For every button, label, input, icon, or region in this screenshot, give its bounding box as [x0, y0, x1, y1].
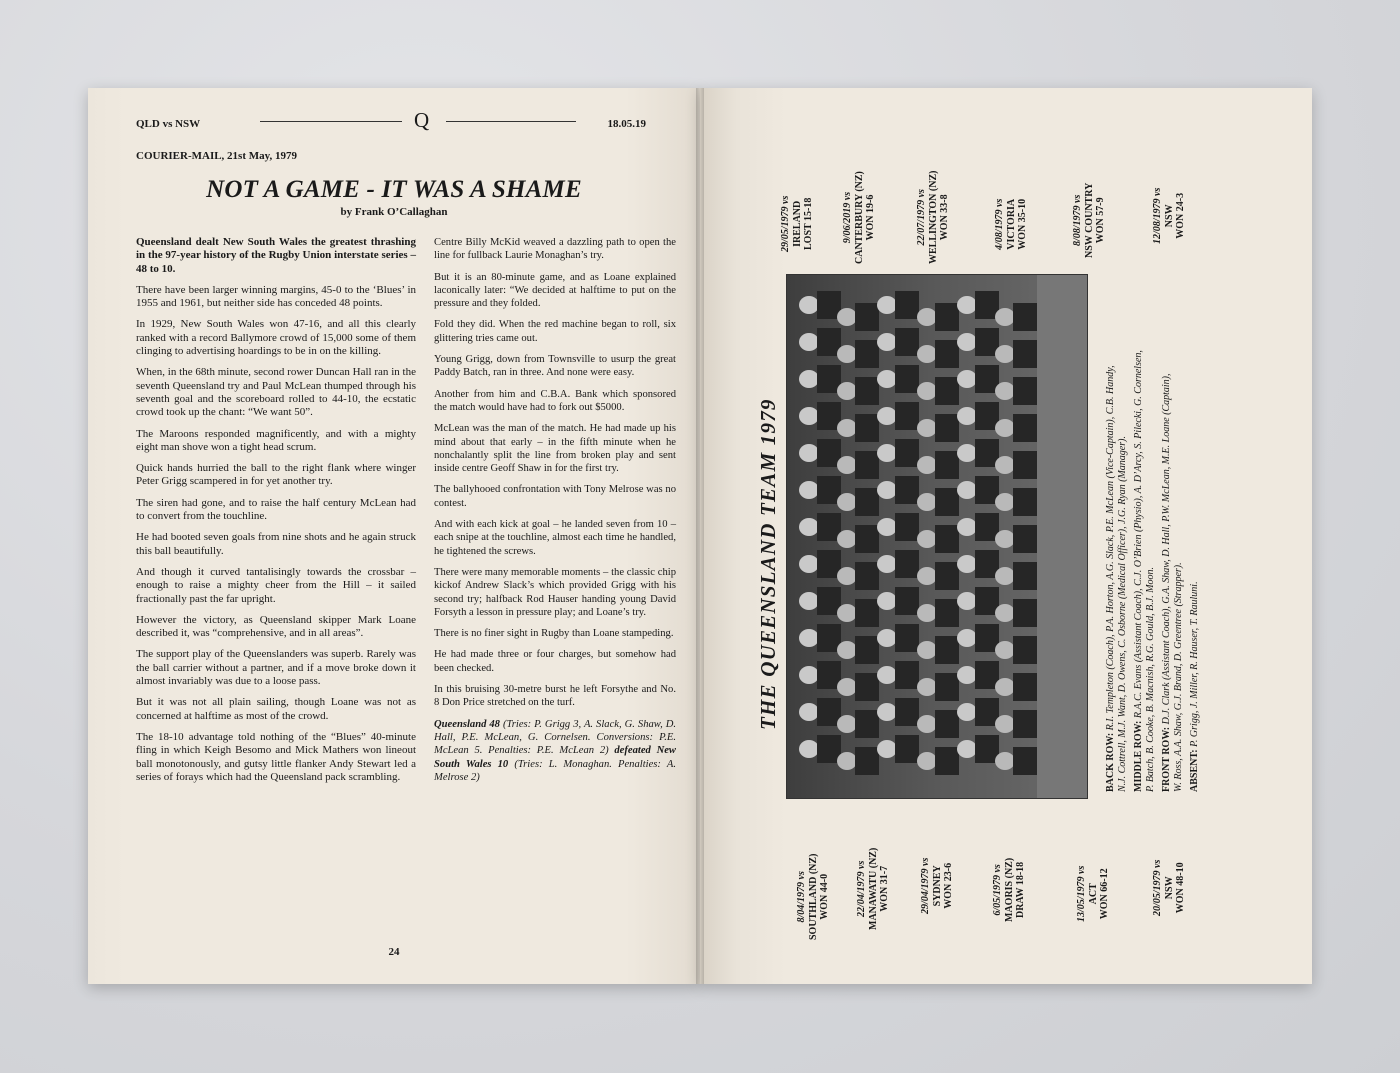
- player-silhouette: [799, 629, 819, 647]
- paragraph: When, in the 68th minute, second rower Duncan Hall ran in the seventh Queensland try and Paul McLean thumped through his seventh goal and the scoreboard rolled to 44-10, the ecstatic crowd took up the chant: “We want 50”.: [136, 366, 416, 419]
- fixture-date: 12/08/1979 vs: [1152, 187, 1163, 244]
- player-jersey: [855, 710, 879, 738]
- player-silhouette: [995, 530, 1015, 548]
- player-jersey: [935, 599, 959, 627]
- player-silhouette: [995, 678, 1015, 696]
- player-jersey: [935, 636, 959, 664]
- player-silhouette: [799, 666, 819, 684]
- player-jersey: [895, 476, 919, 504]
- fixture-bottom-1: [796, 854, 831, 940]
- player-jersey: [855, 599, 879, 627]
- player-silhouette: [917, 345, 937, 363]
- article-headline: NOT A GAME - IT WAS A SHAME: [206, 176, 582, 203]
- fixture-date: 6/05/1979 vs: [992, 864, 1003, 916]
- player-silhouette: [917, 419, 937, 437]
- fixture-top-4: [994, 199, 1029, 250]
- player-jersey: [935, 303, 959, 331]
- player-jersey: [895, 735, 919, 763]
- player-jersey: [855, 673, 879, 701]
- paragraph: He had made three or four charges, but somehow had been checked.: [434, 649, 676, 674]
- player-silhouette: [957, 481, 977, 499]
- player-silhouette: [917, 641, 937, 659]
- caption-text: R.A.C. Evans (Assistant Coach), C.J. O’Brien (Physio), A. D’Arcy, S. Pilecki, G. Cornelsen,: [1133, 350, 1144, 721]
- player-silhouette: [917, 456, 937, 474]
- player-jersey: [1013, 636, 1037, 664]
- match-result: [434, 718, 676, 784]
- player-jersey: [1013, 673, 1037, 701]
- player-jersey: [935, 562, 959, 590]
- player-silhouette: [837, 641, 857, 659]
- player-jersey: [935, 747, 959, 775]
- player-jersey: [935, 673, 959, 701]
- player-silhouette: [877, 703, 897, 721]
- player-silhouette: [877, 481, 897, 499]
- player-silhouette: [917, 567, 937, 585]
- player-silhouette: [837, 604, 857, 622]
- caption-text: N.J. Cottrell, M.J. Want, D. Owens, C. Osborne (Medical Officer), J.G. Ryan (Manager).: [1117, 436, 1128, 792]
- player-jersey: [855, 377, 879, 405]
- fixture-result: LOST 15-18: [803, 197, 814, 250]
- article-column-1: [136, 236, 416, 792]
- player-silhouette: [837, 678, 857, 696]
- player-jersey: [1013, 377, 1037, 405]
- caption-label: MIDDLE ROW:: [1133, 720, 1144, 792]
- player-silhouette: [957, 370, 977, 388]
- header-logo: Q: [414, 108, 430, 132]
- fixture-date: 13/05/1979 vs: [1076, 865, 1087, 922]
- paragraph: But it is an 80-minute game, and as Loane explained laconically later: “We decided at halftime to put on the pressure and they folded.: [434, 271, 676, 310]
- caption-label: ABSENT:: [1189, 749, 1200, 792]
- paragraph: Another from him and C.B.A. Bank which sponsored the match would have had to fork out $5000.: [434, 388, 676, 413]
- player-silhouette: [957, 444, 977, 462]
- player-silhouette: [799, 481, 819, 499]
- fixture-result: WON 66-12: [1099, 868, 1110, 920]
- player-jersey: [855, 636, 879, 664]
- fixture-date: 22/04/1979 vs: [856, 860, 867, 918]
- player-silhouette: [837, 345, 857, 363]
- paragraph: There have been larger winning margins, 45-0 to the ‘Blues’ in 1955 and 1961, but neither side has conceded 48 points.: [136, 283, 416, 310]
- fixture-date: 29/04/1979 vs: [920, 857, 931, 914]
- fixture-result: WON 33-8: [939, 194, 950, 241]
- header-date: 18.05.19: [607, 118, 646, 130]
- fixture-opponent: ACT: [1087, 883, 1099, 905]
- paragraph: However the victory, as Queensland skipper Mark Loane described it, was “comprehensive, and in all areas”.: [136, 613, 416, 640]
- caption-text: D.J. Clark (Assistant Coach), G.A. Shaw, D. Hall, P.W. McLean, M.E. Loane (Captain),: [1161, 373, 1172, 727]
- paragraph: The ballyhooed confrontation with Tony Melrose was no contest.: [434, 484, 676, 509]
- fixture-result: WON 31-7: [879, 865, 890, 912]
- player-silhouette: [995, 641, 1015, 659]
- paragraph: And though it curved tantalisingly towards the crossbar – enough to raise a mighty cheer from the Hill – it sailed fractionally past the far upright.: [136, 565, 416, 605]
- fixture-top-1: [780, 196, 815, 252]
- caption-front-row: [1161, 350, 1173, 792]
- player-silhouette: [957, 592, 977, 610]
- fixture-result: WON 24-3: [1175, 192, 1186, 239]
- result-loser: defeated New South Wales 10: [434, 745, 676, 770]
- caption-text: P. Batch, B. Cooke, B. Macnish, R.G. Gould, B.J. Moon.: [1145, 566, 1156, 792]
- header-rule-left: [260, 121, 402, 122]
- fixture-result: DRAW 18-18: [1015, 861, 1026, 919]
- source-line: COURIER-MAIL, 21st May, 1979: [136, 150, 298, 162]
- player-jersey: [935, 377, 959, 405]
- paragraph: The siren had gone, and to raise the half century McLean had to convert from the touchline.: [136, 496, 416, 523]
- player-silhouette: [957, 333, 977, 351]
- lead-paragraph: Queensland dealt New South Wales the greatest thrashing in the 97-year history of the Rugby Union interstate series – 48 to 10.: [136, 236, 416, 275]
- player-jersey: [935, 340, 959, 368]
- player-jersey: [895, 661, 919, 689]
- player-silhouette: [837, 419, 857, 437]
- player-jersey: [935, 451, 959, 479]
- fixture-bottom-4: [992, 858, 1027, 922]
- fixture-opponent: VICTORIA: [1005, 198, 1017, 250]
- fixture-top-6: [1152, 188, 1187, 244]
- player-silhouette: [799, 703, 819, 721]
- player-jersey: [855, 414, 879, 442]
- fixture-result: WON 48-10: [1175, 862, 1186, 914]
- player-jersey: [895, 698, 919, 726]
- player-silhouette: [877, 555, 897, 573]
- player-silhouette: [877, 370, 897, 388]
- paragraph: The 18-10 advantage told nothing of the “Blues” 40-minute fling in which Keigh Besomo and Mick Mathers won lineout ball monotonously, and gutsy little flanker Andy Stewart led a series of forays which had the Queensland pack scrambling.: [136, 730, 416, 783]
- paragraph: The support play of the Queenslanders was superb. Rarely was the ball carrier without a partner, and if a move broke down it almost invariably was due to a loose pass.: [136, 648, 416, 688]
- player-jersey: [1013, 599, 1037, 627]
- team-photograph-icon: [787, 275, 1087, 798]
- player-silhouette: [957, 703, 977, 721]
- fixture-result: WON 35-10: [1017, 198, 1028, 250]
- paragraph: But it was not all plain sailing, though Loane was not as concerned at halftime as most of the crowd.: [136, 696, 416, 722]
- paragraph: The Maroons responded magnificently, and with a mighty eight man shove won a tight head scrum.: [136, 427, 416, 453]
- result-winner-details: (Tries: P. Grigg 3, A. Slack, G. Shaw, D. Hall, P.E. McLean, G. Cornelsen. Conversions: P.E. McLean 5. Penalties: P.E. McLean 2): [434, 718, 676, 757]
- player-silhouette: [877, 444, 897, 462]
- player-jersey: [855, 451, 879, 479]
- paragraph: In this bruising 30-metre burst he left Forsythe and No. 8 Don Price stretched on the turf.: [434, 684, 676, 709]
- paragraph: In 1929, New South Wales won 47-16, and all this clearly ranked with a record Ballymore crowd of 15,000 some of them clinging to advertising hoardings to be in on the killing.: [136, 318, 416, 358]
- player-silhouette: [837, 567, 857, 585]
- player-silhouette: [877, 518, 897, 536]
- paragraph: There were many memorable moments – the classic chip kickof Andrew Slack’s which provided Grigg with his second try; halfback Rod Hauser handing young David Forsyth a lesson in pressure play; and Loane’s try.: [434, 566, 676, 618]
- fixture-opponent: NSW COUNTRY: [1083, 182, 1095, 258]
- player-silhouette: [957, 407, 977, 425]
- fixture-opponent: SOUTHLAND (NZ): [807, 853, 819, 940]
- player-jersey: [895, 402, 919, 430]
- fixture-date: 4/08/1979 vs: [994, 198, 1005, 250]
- player-jersey: [855, 525, 879, 553]
- player-silhouette: [917, 678, 937, 696]
- player-silhouette: [917, 752, 937, 770]
- player-jersey: [895, 587, 919, 615]
- fixture-result: WON 23-6: [943, 862, 954, 909]
- player-silhouette: [877, 592, 897, 610]
- player-jersey: [855, 562, 879, 590]
- player-jersey: [935, 414, 959, 442]
- fixture-result: WON 44-0: [819, 873, 830, 920]
- player-silhouette: [799, 407, 819, 425]
- fixture-opponent: NSW: [1163, 204, 1175, 228]
- player-jersey: [1013, 562, 1037, 590]
- result-loser-details: (Tries: L. Monaghan. Penalties: A. Melrose 2): [434, 758, 676, 783]
- header-left: QLD vs NSW: [136, 118, 201, 130]
- player-silhouette: [995, 715, 1015, 733]
- player-silhouette: [995, 308, 1015, 326]
- fixture-opponent: IRELAND: [791, 200, 803, 247]
- fixture-bottom-6: [1152, 860, 1187, 916]
- player-silhouette: [957, 740, 977, 758]
- player-jersey: [895, 439, 919, 467]
- player-silhouette: [917, 604, 937, 622]
- player-jersey: [1013, 303, 1037, 331]
- fixture-bottom-2: [856, 848, 891, 930]
- player-silhouette: [877, 629, 897, 647]
- player-silhouette: [877, 296, 897, 314]
- fixture-opponent: NSW: [1163, 876, 1175, 900]
- fixture-opponent: SYDNEY: [931, 865, 943, 907]
- fixture-opponent: MAORIS (NZ): [1003, 857, 1015, 922]
- team-photograph: [786, 274, 1088, 799]
- player-jersey: [855, 340, 879, 368]
- player-silhouette: [957, 629, 977, 647]
- player-jersey: [1013, 414, 1037, 442]
- caption-absent: [1189, 350, 1201, 792]
- player-silhouette: [799, 592, 819, 610]
- fixture-date: 22/07/1979 vs: [916, 189, 927, 246]
- fixture-bottom-3: [920, 858, 955, 914]
- player-silhouette: [799, 444, 819, 462]
- paragraph: He had booted seven goals from nine shots and he again struck this ball beautifully.: [136, 531, 416, 557]
- player-silhouette: [995, 493, 1015, 511]
- player-silhouette: [995, 456, 1015, 474]
- fixture-bottom-5: [1076, 866, 1111, 922]
- fixture-date: 9/06/2019 vs: [842, 191, 853, 244]
- player-jersey: [855, 488, 879, 516]
- player-silhouette: [799, 518, 819, 536]
- fixture-result: WON 19-6: [865, 194, 876, 241]
- paragraph: Young Grigg, down from Townsville to usurp the great Paddy Batch, ran in three. And none were easy.: [434, 354, 676, 379]
- player-jersey: [1013, 525, 1037, 553]
- paragraph: Fold they did. When the red machine began to roll, six glittering tries came out.: [434, 319, 676, 344]
- player-jersey: [895, 624, 919, 652]
- header-rule-right: [446, 121, 576, 122]
- player-silhouette: [957, 518, 977, 536]
- paragraph: McLean was the man of the match. He had made up his mind about that early – in the fifth minute when he nonchalantly split the line from broken play and sent inside centre Geoff Shaw in for the first try.: [434, 423, 676, 475]
- player-silhouette: [837, 456, 857, 474]
- player-silhouette: [837, 715, 857, 733]
- fixture-top-5: [1072, 183, 1107, 258]
- fixture-opponent: CANTERBURY (NZ): [853, 171, 865, 264]
- player-silhouette: [995, 345, 1015, 363]
- caption-text: P. Grigg, J. Miller, R. Hauser, T. Rauluni.: [1189, 581, 1200, 750]
- paragraph: There is no finer sight in Rugby than Loane stampeding.: [434, 628, 674, 640]
- player-silhouette: [957, 296, 977, 314]
- player-silhouette: [837, 530, 857, 548]
- player-silhouette: [799, 740, 819, 758]
- player-silhouette: [799, 333, 819, 351]
- player-silhouette: [799, 370, 819, 388]
- player-jersey: [1013, 340, 1037, 368]
- player-jersey: [935, 488, 959, 516]
- player-silhouette: [995, 752, 1015, 770]
- fixture-result: WON 57-9: [1095, 197, 1106, 244]
- caption-label: FRONT ROW:: [1161, 726, 1172, 792]
- left-page: [88, 88, 700, 984]
- caption-text: R.I. Templeton (Coach), P.A. Horton, A.G. Slack, P.E. McLean (Vice-Captain), C.B. Handy,: [1105, 365, 1116, 733]
- player-jersey: [1013, 747, 1037, 775]
- player-jersey: [895, 365, 919, 393]
- player-jersey: [895, 328, 919, 356]
- player-silhouette: [957, 666, 977, 684]
- player-silhouette: [995, 382, 1015, 400]
- player-silhouette: [877, 333, 897, 351]
- player-jersey: [935, 710, 959, 738]
- player-jersey: [1013, 488, 1037, 516]
- fixture-date: 20/05/1979 vs: [1152, 859, 1163, 916]
- player-silhouette: [995, 567, 1015, 585]
- player-silhouette: [957, 555, 977, 573]
- fixture-opponent: WELLINGTON (NZ): [927, 170, 939, 264]
- player-jersey: [1013, 451, 1037, 479]
- article-byline: by Frank O’Callaghan: [340, 206, 448, 218]
- team-caption: [1105, 350, 1201, 792]
- paragraph: Centre Billy McKid weaved a dazzling path to open the line for fullback Laurie Monaghan’s try.: [434, 237, 676, 262]
- player-silhouette: [877, 407, 897, 425]
- player-silhouette: [917, 530, 937, 548]
- player-silhouette: [917, 493, 937, 511]
- page-number: 24: [388, 946, 400, 958]
- player-silhouette: [917, 308, 937, 326]
- caption-text: W. Ross, A.A. Shaw, G.J. Brand, D. Greentree (Strapper).: [1173, 562, 1184, 792]
- player-jersey: [1013, 710, 1037, 738]
- fixture-opponent: MANAWATU (NZ): [867, 847, 879, 930]
- player-silhouette: [877, 740, 897, 758]
- fixture-date: 8/04/1979 vs: [796, 871, 807, 923]
- player-jersey: [895, 291, 919, 319]
- article-column-2: [434, 236, 676, 792]
- paragraph: Quick hands hurried the ball to the right flank where winger Peter Grigg scampered in for yet another try.: [136, 462, 416, 488]
- player-silhouette: [917, 715, 937, 733]
- player-jersey: [855, 303, 879, 331]
- caption-back-row: [1105, 350, 1117, 792]
- player-silhouette: [877, 666, 897, 684]
- player-silhouette: [995, 419, 1015, 437]
- player-silhouette: [917, 382, 937, 400]
- player-jersey: [895, 513, 919, 541]
- fixture-date: 8/08/1979 vs: [1072, 194, 1083, 247]
- player-silhouette: [837, 493, 857, 511]
- player-jersey: [895, 550, 919, 578]
- right-page: [700, 88, 1312, 984]
- player-silhouette: [837, 752, 857, 770]
- caption-label: BACK ROW:: [1105, 732, 1116, 792]
- paragraph: And with each kick at goal – he landed seven from 10 – each snipe at the touchline, almost each time he handled, he tightened the screws.: [434, 519, 676, 557]
- player-silhouette: [995, 604, 1015, 622]
- player-silhouette: [837, 308, 857, 326]
- fixture-top-3: [916, 171, 951, 264]
- player-silhouette: [799, 296, 819, 314]
- player-silhouette: [837, 382, 857, 400]
- fixture-top-2: [842, 171, 877, 264]
- book-spine: [696, 88, 704, 984]
- team-title: THE QUEENSLAND TEAM 1979: [756, 398, 780, 730]
- player-jersey: [935, 525, 959, 553]
- player-silhouette: [799, 555, 819, 573]
- player-jersey: [855, 747, 879, 775]
- fixture-date: 29/05/1979 vs: [780, 195, 791, 252]
- result-winner: Queensland 48: [434, 718, 500, 730]
- caption-middle-row: [1133, 350, 1145, 792]
